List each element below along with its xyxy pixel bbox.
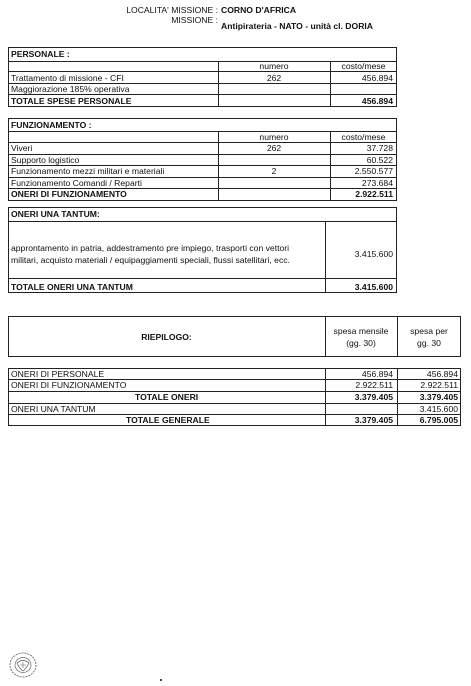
personale-title: PERSONALE :: [11, 49, 70, 59]
una-tantum-title: ONERI UNA TANTUM:: [11, 209, 100, 219]
personale-row-label: Maggiorazione 185% operativa: [11, 84, 130, 94]
riepilogo-col2-line2: gg. 30: [417, 338, 441, 348]
riepilogo-row-v1: 456.894: [361, 369, 393, 379]
funzionamento-row-label: Funzionamento Comandi / Reparti: [11, 178, 142, 188]
missione-value: Antipirateria - NATO - unità cl. DORIA: [221, 21, 373, 31]
riepilogo-title: RIEPILOGO:: [141, 332, 192, 342]
funzionamento-col-numero: numero: [259, 132, 289, 142]
funzionamento-row-label: Supporto logistico: [11, 155, 80, 165]
riepilogo-row-v1: 2.922.511: [355, 380, 393, 390]
riepilogo-row-label: ONERI DI PERSONALE: [11, 369, 105, 379]
riepilogo-row-v2: 2.922.511: [420, 380, 458, 390]
riepilogo-row-label: ONERI DI FUNZIONAMENTO: [11, 380, 127, 390]
riepilogo-row-v2: 456.894: [426, 369, 458, 379]
localita-value: CORNO D'AFRICA: [221, 5, 297, 15]
personale-total-label: TOTALE SPESE PERSONALE: [11, 96, 132, 106]
personale-total-value: 456.894: [361, 96, 393, 106]
una-tantum-total-value: 3.415.600: [354, 282, 393, 292]
funzionamento-row-numero: 262: [266, 143, 282, 153]
riepilogo-row-v2: 3.415.600: [419, 404, 458, 414]
funzionamento-total-value: 2.922.511: [355, 189, 393, 199]
personale-row-label: Trattamento di missione - CFI: [11, 73, 124, 83]
personale-row-costo: 456.894: [361, 73, 393, 83]
funzionamento-row-label: Viveri: [11, 143, 33, 153]
funzionamento-row-label: Funzionamento mezzi militari e materiali: [11, 166, 165, 176]
funzionamento-row-costo: 60.522: [366, 155, 393, 165]
funzionamento-row-costo: 37.728: [366, 143, 393, 153]
una-tantum-total-label: TOTALE ONERI UNA TANTUM: [11, 282, 133, 292]
riepilogo-col1-line2: (gg. 30): [346, 338, 376, 348]
localita-label: LOCALITA' MISSIONE :: [126, 5, 218, 15]
speck: [160, 679, 162, 681]
una-tantum-desc-line1: approntamento in patria, addestramento pre impiego, trasporti con vettori: [11, 243, 290, 253]
riepilogo-col2-line1: spesa per: [410, 326, 448, 336]
funzionamento-total-label: ONERI DI FUNZIONAMENTO: [11, 189, 127, 199]
riepilogo-total-generale-label: TOTALE GENERALE: [126, 415, 210, 425]
riepilogo-col1-line1: spesa mensile: [333, 326, 389, 336]
riepilogo-total-oneri-v1: 3.379.405: [354, 392, 393, 402]
funzionamento-row-numero: 2: [271, 166, 277, 176]
funzionamento-col-costo: costo/mese: [341, 132, 386, 142]
riepilogo-total-oneri-label: TOTALE ONERI: [135, 392, 199, 402]
riepilogo-row-label: ONERI UNA TANTUM: [11, 404, 96, 414]
riepilogo-total-generale-v1: 3.379.405: [354, 415, 393, 425]
stamp-seal-icon: [7, 650, 39, 680]
una-tantum-desc-value: 3.415.600: [354, 249, 393, 259]
riepilogo-total-oneri-v2: 3.379.405: [419, 392, 458, 402]
personale-col-numero: numero: [259, 61, 289, 71]
riepilogo-total-generale-v2: 6.795.005: [419, 415, 458, 425]
personale-col-costo: costo/mese: [341, 61, 386, 71]
funzionamento-row-costo: 273.684: [361, 178, 393, 188]
missione-label: MISSIONE :: [171, 15, 218, 25]
personale-row-numero: 262: [266, 73, 282, 83]
una-tantum-desc-line2: militari, acquisto materiali / equipaggiamenti speciali, flussi satellitari, ecc.: [11, 255, 290, 265]
funzionamento-title: FUNZIONAMENTO :: [11, 120, 92, 130]
funzionamento-row-costo: 2.550.577: [354, 166, 393, 176]
